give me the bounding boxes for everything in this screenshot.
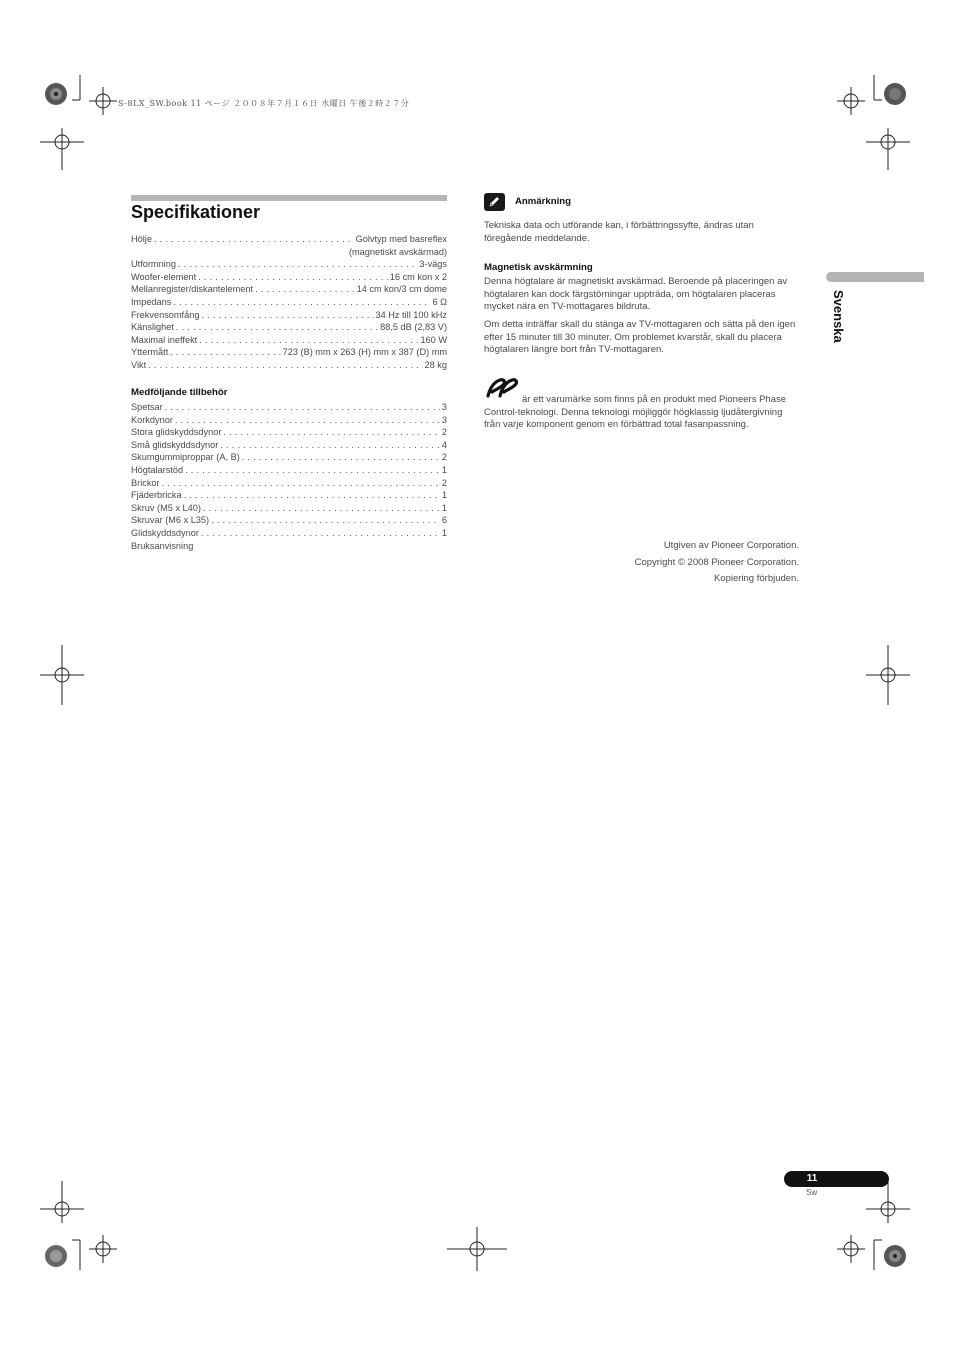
spec-row [131,246,447,259]
spec-value: 3-vägs [419,259,447,270]
language-tab-label [826,290,846,370]
item-label: Små glidskyddsdynor [131,439,219,450]
spec-value: 723 (B) mm x 263 (H) mm x 387 (D) mm [282,347,447,358]
spec-row [131,359,447,372]
spec-label: Vikt [131,359,147,370]
note-label: Anmärkning [515,196,571,207]
spec-label: Känslighet [131,322,174,333]
list-item [131,527,447,540]
list-item [131,464,447,477]
language-tab-text: Svenska [831,290,846,343]
item-label: Skruv (M5 x L40) [131,502,201,513]
spec-value: 14 cm kon/3 cm dome [356,284,447,295]
page-language-code: Sw [806,1188,818,1197]
spec-label: Yttermått [131,347,169,358]
spec-value: 88,5 dB (2,83 V) [380,322,447,333]
item-qty: 2 [441,452,447,463]
item-qty: 3 [441,414,447,425]
item-qty: 1 [441,464,447,475]
publisher-line: Utgiven av Pioneer Corporation. [663,540,799,551]
language-tab-bar [826,272,924,282]
spec-row [131,233,447,246]
magnetic-heading: Magnetisk avskärmning [484,262,593,273]
list-item [131,514,447,527]
spec-list [131,233,447,372]
list-item [131,451,447,464]
item-qty: 3 [441,402,447,412]
page-number: 11 [806,1173,818,1184]
item-label: Skumgummiproppar (A, B) [131,452,240,463]
print-header-file-info: S-8LX_SW.book 11 ページ ２００８年７月１６日 水曜日 午後２時２７分 [118,99,410,108]
list-item [131,489,447,502]
item-label: Fjäderbricka [131,490,182,501]
list-item [131,477,447,490]
list-item [131,426,447,439]
spec-label: Woofer-element [131,271,197,282]
magnetic-paragraph-1: Denna högtalare är magnetiskt avskärmad. Beroende på placeringen av högtalaren kan dock färgstörningar uppträda, om högtalaren placeras mycket nära en TV-mottagares bildruta. [484,276,788,313]
item-qty: 4 [441,439,447,450]
spec-label: Hölje [131,234,152,244]
spec-value: Golvtyp med basreflex [355,234,447,244]
item-qty: 1 [441,527,447,538]
list-item [131,414,447,427]
accessories-list [131,401,447,552]
magnetic-paragraph-2: Om detta inträffar skall du stänga av TV-mottagaren och sätta på den igen efter 15 minuter till 30 minuter. Om problemet kvarstår, skall du placera högtalaren längre bort från TV-mottagaren. [484,319,796,356]
publisher-info [635,538,799,588]
spec-row [131,334,447,347]
list-item [131,439,447,452]
trademark-text: är ett varumärke som finns på en produkt med Pioneers Phase Control-teknologi. Denna teknologi möjliggör högklassig ljudåtergivning från varje komponent genom en förbättrad total fasanpassning. [484,394,787,431]
section-bar [131,195,447,201]
item-label: Brickor [131,477,160,488]
spec-row [131,283,447,296]
spec-value: 34 Hz till 100 kHz [375,309,447,320]
item-qty: 2 [441,477,447,488]
item-qty: 1 [441,490,447,501]
item-qty: 1 [441,502,447,513]
item-label: Skruvar (M6 x L35) [131,515,210,526]
spec-label: Impedans [131,296,172,307]
spec-row [131,309,447,322]
item-label: Bruksanvisning [131,540,194,551]
item-qty: 2 [441,427,447,438]
spec-value: 6 Ω [432,296,447,307]
pencil-note-icon [484,193,505,211]
spec-label: Frekvensomfång [131,309,200,320]
item-label: Högtalarstöd [131,464,184,475]
item-qty: 6 [441,515,447,526]
spec-label: Utformning [131,259,176,270]
spec-label: Maximal ineffekt [131,334,198,345]
copyright-line: Copyright © 2008 Pioneer Corporation. [634,556,799,568]
spec-row [131,321,447,334]
rights-line: Kopiering förbjuden. [713,573,799,585]
list-item [131,401,447,414]
accessories-heading: Medföljande tillbehör [131,387,228,398]
spec-row [131,271,447,284]
spec-label: Mellanregister/diskantelement [131,284,254,295]
spec-value: 16 cm kon x 2 [389,271,447,282]
item-label: Spetsar [131,402,163,412]
item-label: Korkdynor [131,414,173,425]
item-label: Glidskyddsdynor [131,527,199,538]
spec-value: 28 kg [424,359,447,370]
spec-value: (magnetiskt avskärmad) [348,246,447,257]
item-label: Stora glidskyddsdynor [131,427,222,438]
spec-value: 160 W [420,334,447,345]
spec-row [131,258,447,271]
spec-row [131,296,447,309]
page-title: Specifikationer [131,202,261,222]
list-item [131,502,447,515]
list-item [131,540,447,553]
spec-row [131,346,447,359]
note-text: Tekniska data och utförande kan, i förbättringssyfte, ändras utan föregående meddelande. [484,220,754,244]
